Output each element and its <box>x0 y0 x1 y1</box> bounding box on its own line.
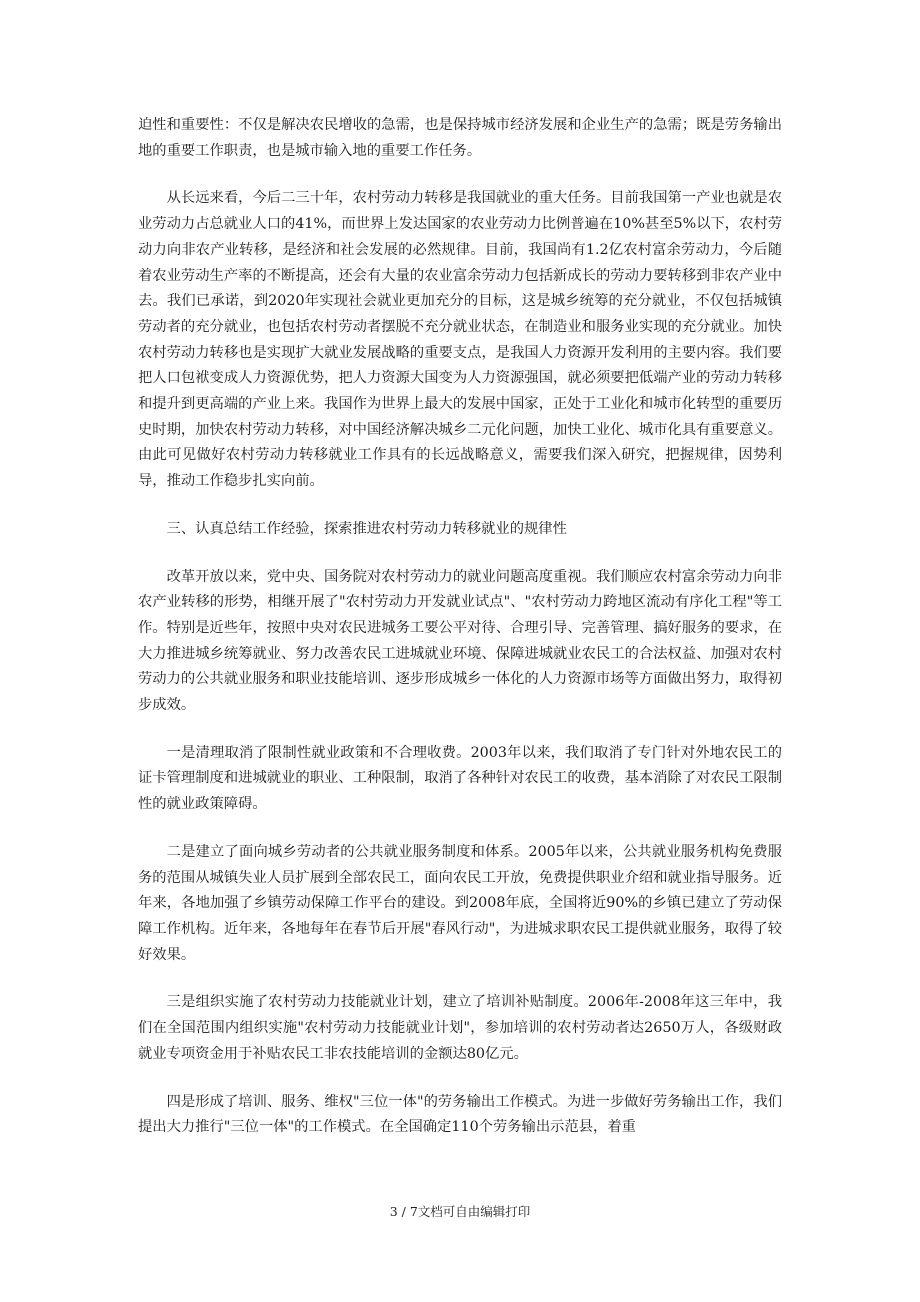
paragraph-8: 四是形成了培训、服务、维权"三位一体"的劳务输出工作模式。为进一步做好劳务输出工作，我们提出大力推行"三位一体"的工作模式。在全国确定110个劳务输出示范县，着重 <box>138 1093 782 1136</box>
paragraph-6: 二是建立了面向城乡劳动者的公共就业服务制度和体系。2005年以来，公共就业服务机构免费服务的范围从城镇失业人员扩展到全部农民工，面向农民工开放，免费提供职业介绍和就业指导服务。近年来，各地加强了乡镇劳动保障工作平台的建设。到2008年底，全国将近90%的乡镇已建立了劳动保障工作机构。近年来，各地每年在春节后开展"春风行动"，为进城求职农民工提供就业服务，取得了较好效果。 <box>138 843 782 963</box>
section-heading: 三、认真总结工作经验，探索推进农村劳动力转移就业的规律性 <box>166 520 567 537</box>
page-footer: 3 / 7文档可自由编辑打印 <box>389 1204 531 1219</box>
paragraph-7: 三是组织实施了农村劳动力技能就业计划，建立了培训补贴制度。2006年-2008年这三年中，我们在全国范围内组织实施"农村劳动力技能就业计划"，参加培训的农村劳动者达2650万人，各级财政就业专项资金用于补贴农民工非农技能培训的金额达80亿元。 <box>138 994 782 1062</box>
paragraph-2: 从长远来看，今后二三十年，农村劳动力转移是我国就业的重大任务。目前我国第一产业也就是农业劳动力占总就业人口的41%，而世界上发达国家的农业劳动力比例普遍在10%甚至5%以下，农村劳动力向非农产业转移，是经济和社会发展的必然规律。目前，我国尚有1.2亿农村富余劳动力，今后随着农业劳动生产率的不断提高，还会有大量的农业富余劳动力包括新成长的劳动力要转移到非农产业中去。我们已承诺，到2020年实现社会就业更加充分的目标，这是城乡统筹的充分就业，不仅包括城镇劳动者的充分就业，也包括农村劳动者摆脱不充分就业状态，在制造业和服务业实现的充分就业。加快农村劳动力转移也是实现扩大就业发展战略的重要支点，是我国人力资源开发利用的主要内容。我们要把人口包袱变成人力资源优势，把人力资源大国变为人力资源强国，就必须要把低端产业的劳动力转移和提升到更高端的产业上来。我国作为世界上最大的发展中国家，正处于工业化和城市化转型的重要历史时期，加快农村劳动力转移，对中国经济解决城乡二元化问题，加快工业化、城市化具有重要意义。由此可见做好农村劳动力转移就业工作具有的长远战略意义，需要我们深入研究，把握规律，因势利导，推动工作稳步扎实向前。 <box>138 190 782 490</box>
paragraph-4: 改革开放以来，党中央、国务院对农村劳动力的就业问题高度重视。我们顺应农村富余劳动力向非农产业转移的形势，相继开展了"农村劳动力开发就业试点"、"农村劳动力跨地区流动有序化工程"等工作。特别是近些年，按照中央对农民进城务工要公平对待、合理引导、完善管理、搞好服务的要求，在大力推进城乡统筹就业、努力改善农民工进城就业环境、保障进城就业农民工的合法权益、加强对农村劳动力的公共就业服务和职业技能培训、逐步形成城乡一体化的人力资源市场等方面做出努力，取得初步成效。 <box>138 568 782 714</box>
paragraph-1: 迫性和重要性：不仅是解决农民增收的急需，也是保持城市经济发展和企业生产的急需；既是劳务输出地的重要工作职责，也是城市输入地的重要工作任务。 <box>138 117 782 159</box>
document-body <box>138 113 782 1163</box>
paragraph-5: 一是清理取消了限制性就业政策和不合理收费。2003年以来，我们取消了专门针对外地农民工的证卡管理制度和进城就业的职业、工种限制，取消了各种针对农民工的收费，基本消除了对农民工限制性的就业政策障碍。 <box>138 744 782 813</box>
